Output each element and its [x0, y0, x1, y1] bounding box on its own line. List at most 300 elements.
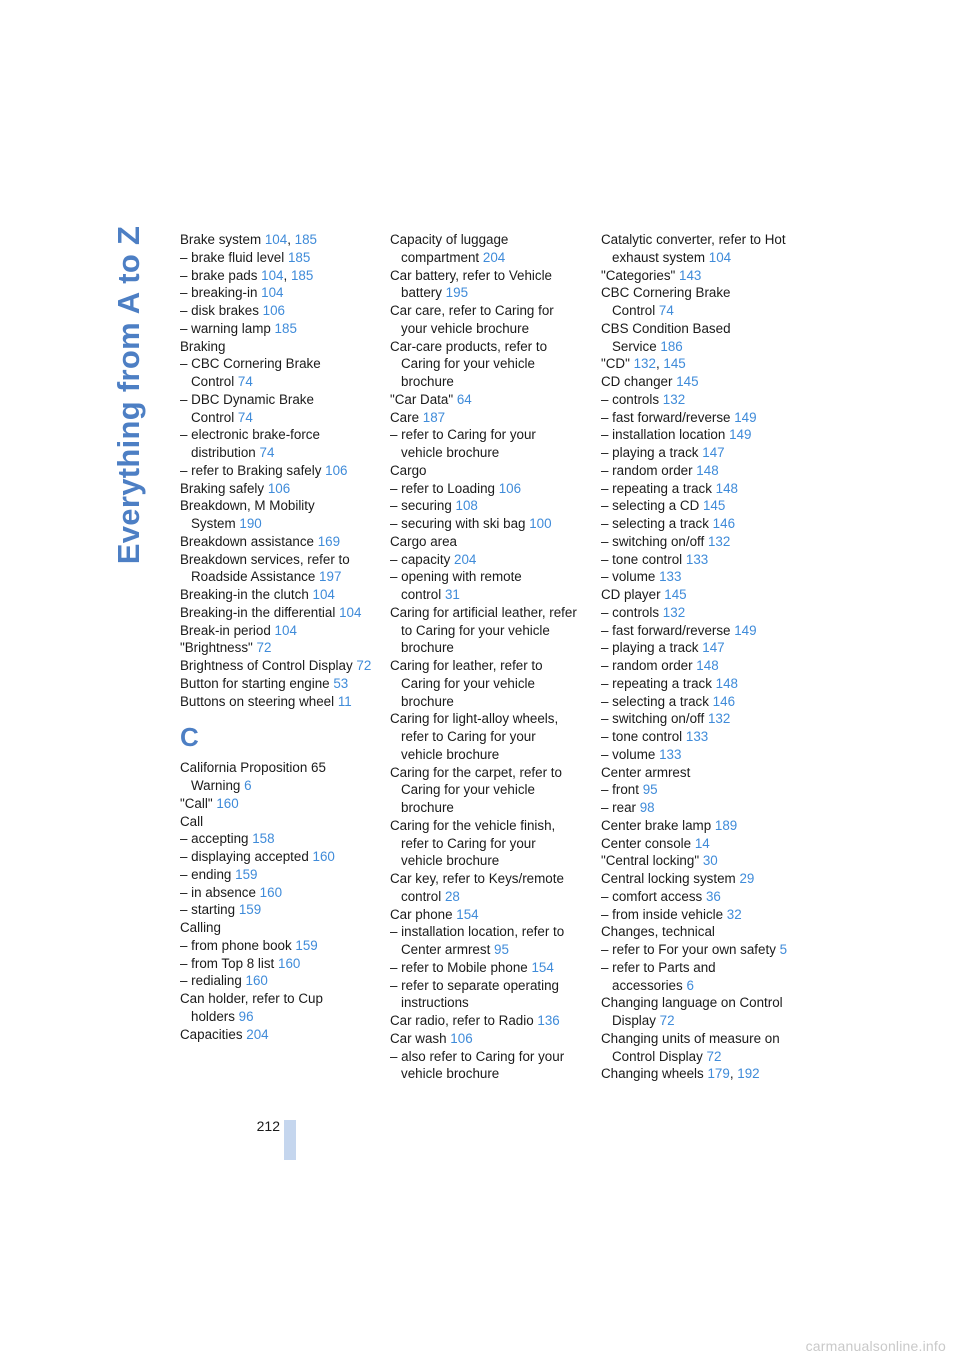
index-term: Car care, refer to Caring for your vehicle brochure	[390, 303, 554, 336]
page-link[interactable]: 149	[729, 427, 752, 443]
index-term: – switching on/off	[601, 711, 705, 727]
page-link[interactable]: 160	[216, 795, 239, 811]
page-link[interactable]: 74	[658, 303, 674, 318]
index-term: Caring for light-alloy wheels, refer to Caring for your vehicle brochure	[390, 711, 559, 762]
page-link[interactable]: 100	[529, 516, 552, 531]
index-entry	[601, 355, 791, 373]
page-link[interactable]: 53	[333, 675, 349, 691]
page-link[interactable]: 190	[239, 516, 262, 531]
index-entry	[601, 835, 791, 853]
index-entry	[601, 728, 791, 746]
index-entry	[180, 813, 372, 831]
index-entry	[180, 990, 372, 1026]
index-term: – selecting a track	[601, 693, 709, 709]
index-term: Center armrest	[601, 764, 691, 780]
index-term: "Categories"	[601, 267, 676, 283]
page-link[interactable]: 160	[245, 973, 268, 989]
page-link[interactable]: 145	[664, 587, 687, 602]
index-entry	[390, 657, 580, 710]
page-link[interactable]: 185	[274, 320, 297, 336]
index-term: – switching on/off	[601, 533, 705, 549]
index-term: – playing a track	[601, 445, 699, 460]
index-term: – opening with remote control	[390, 569, 522, 602]
index-term: – from inside vehicle	[601, 906, 724, 922]
page-separator: ,	[729, 1066, 734, 1082]
page-link[interactable]: 133	[659, 569, 682, 585]
index-term: Cargo	[390, 462, 427, 478]
index-term: Buttons on steering wheel	[180, 693, 335, 709]
index-entry	[180, 355, 372, 391]
footer-watermark	[0, 1338, 960, 1358]
index-term: Center brake lamp	[601, 817, 712, 833]
index-term: – securing	[390, 498, 452, 514]
index-entry	[180, 937, 372, 955]
index-entry	[601, 480, 791, 498]
index-entry	[601, 231, 791, 267]
index-term: – installation location	[601, 427, 726, 443]
page-link[interactable]: 104	[339, 604, 362, 620]
index-entry	[601, 817, 791, 835]
index-entry	[180, 267, 372, 285]
index-entry	[180, 884, 372, 902]
page-link[interactable]: 169	[317, 533, 341, 549]
index-entry	[180, 919, 372, 937]
index-term: CBC Cornering Brake Control	[601, 285, 731, 318]
index-term: Capacities	[180, 1026, 243, 1042]
index-entry	[390, 817, 580, 870]
index-term: CBS Condition Based Service	[601, 320, 731, 354]
index-entry	[390, 426, 580, 462]
index-entry	[390, 604, 580, 657]
page-link[interactable]: 132	[707, 711, 731, 727]
index-term: CD changer	[601, 374, 673, 389]
index-term: Catalytic converter, refer to Hot exhaust system	[601, 232, 786, 265]
page-separator: ,	[283, 267, 288, 283]
page-link[interactable]: 133	[685, 729, 709, 744]
index-term: – controls	[601, 391, 660, 407]
page-link[interactable]: 14	[694, 835, 710, 851]
index-term: Care	[390, 409, 420, 425]
index-entry	[180, 497, 372, 533]
page-link[interactable]: 158	[252, 831, 275, 847]
index-entry	[390, 338, 580, 391]
index-entry	[180, 901, 372, 919]
index-entry	[180, 639, 372, 657]
index-term: – from Top 8 list	[180, 955, 275, 971]
index-entry	[390, 497, 580, 515]
page-link[interactable]: 149	[734, 409, 757, 425]
index-entry	[601, 604, 791, 622]
page-link[interactable]: 74	[259, 445, 275, 460]
page-link[interactable]: 104	[708, 249, 732, 265]
index-entry	[601, 657, 791, 675]
index-entry	[180, 675, 372, 693]
index-term: – installation location, refer to Center armrest	[390, 924, 565, 957]
index-entry	[180, 551, 372, 587]
page-link[interactable]: 160	[278, 955, 301, 971]
index-entry	[601, 533, 791, 551]
index-entry	[601, 444, 791, 462]
page-link[interactable]: 28	[444, 888, 460, 904]
index-term: "Central locking"	[601, 853, 700, 869]
index-entry	[180, 759, 372, 795]
index-entry	[180, 830, 372, 848]
index-entry	[390, 302, 580, 338]
page-link[interactable]: 132	[633, 356, 656, 372]
index-term: – refer to For your own safety	[601, 942, 776, 957]
index-term: – controls	[601, 604, 660, 620]
page-number: 212	[256, 1118, 280, 1134]
index-entry	[180, 795, 372, 813]
index-entry	[601, 852, 791, 870]
index-entry	[390, 409, 580, 427]
index-entry	[601, 462, 791, 480]
page-link[interactable]: 72	[256, 640, 272, 656]
page-link[interactable]: 149	[734, 622, 757, 638]
index-entry	[601, 267, 791, 285]
page-link[interactable]: 145	[676, 374, 699, 389]
page-link[interactable]: 104	[261, 267, 284, 283]
index-term: – from phone book	[180, 937, 292, 953]
index-term: "Car Data"	[390, 391, 454, 407]
index-term: – refer to Mobile phone	[390, 959, 528, 975]
index-entry	[180, 320, 372, 338]
page-link[interactable]: 195	[445, 285, 469, 301]
page-link[interactable]: 106	[450, 1030, 473, 1046]
page-separator: ,	[655, 356, 660, 372]
page-link[interactable]: 6	[686, 977, 694, 993]
page-link[interactable]: 186	[660, 338, 683, 354]
index-term: Car wash	[390, 1030, 447, 1046]
page-link[interactable]: 185	[290, 267, 314, 283]
page-link[interactable]: 6	[244, 778, 252, 793]
index-entry	[390, 568, 580, 604]
index-entry	[601, 781, 791, 799]
index-term: – brake fluid level	[180, 249, 285, 265]
index-entry	[601, 568, 791, 586]
index-entry	[180, 955, 372, 973]
index-term: Changing units of measure on Control Display	[601, 1030, 780, 1064]
page-link[interactable]: 148	[696, 658, 719, 673]
page-link[interactable]: 145	[663, 356, 686, 372]
index-term: Changing language on Control Display	[601, 995, 783, 1028]
page-link[interactable]: 145	[702, 498, 726, 514]
index-entry	[180, 604, 372, 622]
page-link[interactable]: 148	[715, 480, 738, 496]
side-title-text: Everything from A to Z	[111, 225, 146, 565]
page-link[interactable]: 146	[712, 693, 736, 709]
index-term: Breaking-in the clutch	[180, 587, 309, 602]
index-entry	[180, 848, 372, 866]
index-entry	[180, 622, 372, 640]
page-link[interactable]: 143	[679, 267, 702, 283]
index-entry	[601, 746, 791, 764]
index-term: Car phone	[390, 906, 453, 922]
page-link[interactable]: 204	[482, 249, 506, 265]
index-term: Car battery, refer to Vehicle battery	[390, 267, 553, 301]
page-link[interactable]: 104	[264, 232, 288, 247]
index-term: Breakdown, M Mobility System	[180, 498, 315, 531]
index-term: Caring for the carpet, refer to Caring for your vehicle brochure	[390, 764, 562, 815]
page-link[interactable]: 204	[454, 551, 477, 567]
page-link[interactable]: 148	[696, 462, 719, 478]
index-entry	[180, 1026, 372, 1044]
index-term: – electronic brake-force distribution	[180, 427, 320, 460]
index-term: Caring for the vehicle finish, refer to Caring for your vehicle brochure	[390, 817, 556, 869]
index-term: – also refer to Caring for your vehicle brochure	[390, 1048, 565, 1082]
index-term: "Call"	[180, 795, 213, 811]
index-term: – tone control	[601, 729, 683, 744]
page-link[interactable]: 187	[422, 409, 446, 425]
index-term: – volume	[601, 569, 656, 585]
index-term: – selecting a CD	[601, 498, 700, 514]
index-entry	[601, 426, 791, 444]
index-entry	[180, 480, 372, 498]
page-link[interactable]: 204	[246, 1026, 269, 1042]
page-link[interactable]: 159	[238, 902, 262, 918]
page-link[interactable]: 147	[702, 640, 725, 656]
page-link[interactable]: 159	[295, 937, 318, 953]
page-link[interactable]: 189	[714, 817, 738, 833]
index-term: "Brightness"	[180, 640, 253, 656]
index-term: Changing wheels	[601, 1066, 704, 1082]
page-link[interactable]: 96	[238, 1008, 254, 1024]
page-link[interactable]: 179	[707, 1066, 730, 1082]
index-term: – refer to Braking safely	[180, 462, 322, 478]
index-term: Changes, technical	[601, 924, 715, 940]
index-term: Call	[180, 813, 204, 829]
page-link[interactable]: 95	[494, 942, 509, 957]
page-link[interactable]: 104	[312, 587, 335, 602]
index-term: – DBC Dynamic Brake Control	[180, 391, 314, 425]
index-term: – brake pads	[180, 267, 258, 283]
page-link[interactable]: 133	[659, 746, 682, 762]
index-entry	[390, 515, 580, 533]
index-term: Car key, refer to Keys/remote control	[390, 871, 564, 904]
index-term: – displaying accepted	[180, 849, 309, 864]
index-entry	[390, 977, 580, 1013]
index-term: – starting	[180, 902, 236, 918]
index-term: – fast forward/reverse	[601, 409, 731, 425]
page-link[interactable]: 74	[237, 374, 253, 389]
index-entry	[601, 320, 791, 356]
index-term: Center console	[601, 835, 692, 851]
page-marker-bar	[284, 1120, 296, 1160]
index-entry	[390, 1012, 580, 1030]
index-term: – tone control	[601, 551, 683, 567]
index-entry	[601, 622, 791, 640]
page-link[interactable]: 106	[267, 480, 291, 496]
index-term: Calling	[180, 920, 221, 935]
index-entry	[601, 710, 791, 728]
index-term: – front	[601, 782, 639, 798]
index-term: Braking	[180, 338, 226, 354]
index-term: Caring for leather, refer to Caring for your vehicle brochure	[390, 658, 543, 709]
index-entry	[180, 338, 372, 356]
page-link[interactable]: 36	[705, 888, 721, 904]
page-link[interactable]: 154	[531, 959, 554, 975]
index-entry	[390, 480, 580, 498]
page-link[interactable]: 72	[706, 1048, 722, 1064]
page-link[interactable]: 132	[662, 391, 686, 407]
index-term: Braking safely	[180, 480, 265, 496]
index-entry	[390, 906, 580, 924]
page-link[interactable]: 192	[737, 1066, 760, 1082]
page-link[interactable]: 160	[312, 849, 335, 864]
index-term: – random order	[601, 462, 693, 478]
index-term: California Proposition 65 Warning	[180, 760, 326, 793]
page-link[interactable]: 185	[287, 249, 311, 265]
index-entry	[601, 1030, 791, 1066]
index-term: – volume	[601, 746, 656, 762]
index-term: Car radio, refer to Radio	[390, 1013, 534, 1028]
index-entry	[180, 866, 372, 884]
page-link[interactable]: 108	[455, 498, 478, 514]
index-entry	[180, 284, 372, 302]
index-entry	[601, 994, 791, 1030]
index-entry	[390, 551, 580, 569]
index-term: – rear	[601, 800, 636, 815]
page-link[interactable]: 106	[325, 462, 348, 478]
index-term: – random order	[601, 658, 693, 673]
index-entry	[601, 391, 791, 409]
page-separator: ,	[287, 232, 291, 247]
page-link[interactable]: 5	[779, 942, 788, 957]
page-link[interactable]: 32	[726, 906, 742, 922]
page-link[interactable]: 159	[235, 866, 258, 882]
index-term: – in absence	[180, 884, 256, 900]
index-term: – playing a track	[601, 640, 699, 656]
index-entry	[601, 551, 791, 569]
index-term: CD player	[601, 587, 661, 602]
page-link[interactable]: 148	[715, 675, 738, 691]
index-entry	[180, 462, 372, 480]
page-link[interactable]: 154	[456, 906, 479, 922]
index-entry	[390, 923, 580, 959]
page-link[interactable]: 104	[274, 622, 297, 638]
page-link[interactable]: 147	[702, 445, 725, 460]
page-link[interactable]: 72	[356, 658, 372, 673]
index-entry	[180, 249, 372, 267]
index-entry	[180, 693, 372, 711]
index-entry	[601, 373, 791, 391]
index-term: – ending	[180, 866, 232, 882]
side-section-title	[108, 225, 150, 565]
index-entry	[601, 693, 791, 711]
index-entry	[601, 639, 791, 657]
index-term: Capacity of luggage compartment	[390, 232, 509, 265]
index-term: Button for starting engine	[180, 675, 330, 691]
index-term: – refer to Caring for your vehicle brochure	[390, 427, 536, 460]
index-entry	[390, 710, 580, 763]
page-link[interactable]: 11	[337, 693, 352, 709]
index-term: Brake system	[180, 232, 262, 247]
page-link[interactable]: 98	[639, 800, 655, 815]
index-term: Cargo area	[390, 533, 457, 549]
index-entry	[601, 497, 791, 515]
index-term: Breakdown services, refer to Roadside Assistance	[180, 551, 350, 585]
index-entry	[180, 231, 372, 249]
index-entry	[601, 284, 791, 320]
index-entry	[601, 888, 791, 906]
page-link[interactable]: 104	[261, 285, 284, 301]
index-term: Break-in period	[180, 622, 271, 638]
index-term: – breaking-in	[180, 285, 258, 301]
index-term: – accepting	[180, 831, 249, 847]
page-link[interactable]: 106	[498, 480, 522, 496]
index-term: – fast forward/reverse	[601, 622, 731, 638]
index-entry	[180, 972, 372, 990]
index-term: – securing with ski bag	[390, 516, 526, 531]
index-entry	[601, 959, 791, 995]
index-entry	[601, 1065, 791, 1083]
index-entry	[390, 764, 580, 817]
page-link[interactable]: 29	[739, 871, 755, 886]
index-term: – capacity	[390, 551, 451, 567]
index-term: "CD"	[601, 356, 630, 372]
index-entry	[601, 923, 791, 941]
page-link[interactable]: 132	[707, 533, 731, 549]
page-link[interactable]: 185	[294, 232, 317, 247]
index-entry	[390, 1030, 580, 1048]
index-entry	[390, 959, 580, 977]
index-entry	[390, 462, 580, 480]
index-entry	[601, 675, 791, 693]
index-term: – refer to Loading	[390, 480, 495, 496]
index-entry	[390, 267, 580, 303]
index-entry	[390, 391, 580, 409]
index-term: Caring for artificial leather, refer to Caring for your vehicle brochure	[390, 604, 577, 656]
index-entry	[601, 515, 791, 533]
index-entry	[390, 1048, 580, 1084]
page-link[interactable]: 132	[662, 604, 686, 620]
index-column-1	[180, 231, 372, 1043]
index-entry	[390, 533, 580, 551]
page-link[interactable]: 133	[685, 551, 709, 567]
index-entry	[390, 231, 580, 267]
page-link[interactable]: 95	[642, 782, 658, 798]
index-term: Car-care products, refer to Caring for your vehicle brochure	[390, 338, 548, 389]
index-entry	[180, 302, 372, 320]
index-term: – refer to Parts and accessories	[601, 959, 716, 993]
page-link[interactable]: 64	[456, 391, 472, 407]
index-term: Can holder, refer to Cup holders	[180, 991, 323, 1024]
page-link[interactable]: 146	[712, 516, 736, 531]
index-entry	[601, 764, 791, 782]
index-term: – disk brakes	[180, 303, 259, 318]
page-link[interactable]: 106	[262, 303, 285, 318]
index-entry	[180, 533, 372, 551]
page-link[interactable]: 197	[319, 569, 342, 585]
page-link[interactable]: 72	[659, 1013, 675, 1028]
index-term: – repeating a track	[601, 675, 712, 691]
index-term: Breaking-in the differential	[180, 604, 336, 620]
page-link[interactable]: 160	[259, 884, 283, 900]
page-link[interactable]: 136	[537, 1013, 560, 1028]
index-term: Breakdown assistance	[180, 533, 314, 549]
page-link[interactable]: 30	[702, 853, 718, 869]
index-term: Brightness of Control Display	[180, 658, 353, 673]
page-link[interactable]: 74	[237, 409, 253, 425]
page-link[interactable]: 31	[444, 587, 460, 602]
index-term: – warning lamp	[180, 320, 271, 336]
index-term: – selecting a track	[601, 516, 709, 531]
index-term: – comfort access	[601, 888, 703, 904]
index-entry	[180, 586, 372, 604]
index-entry	[601, 906, 791, 924]
index-entry	[601, 799, 791, 817]
index-column-2	[390, 231, 580, 1083]
